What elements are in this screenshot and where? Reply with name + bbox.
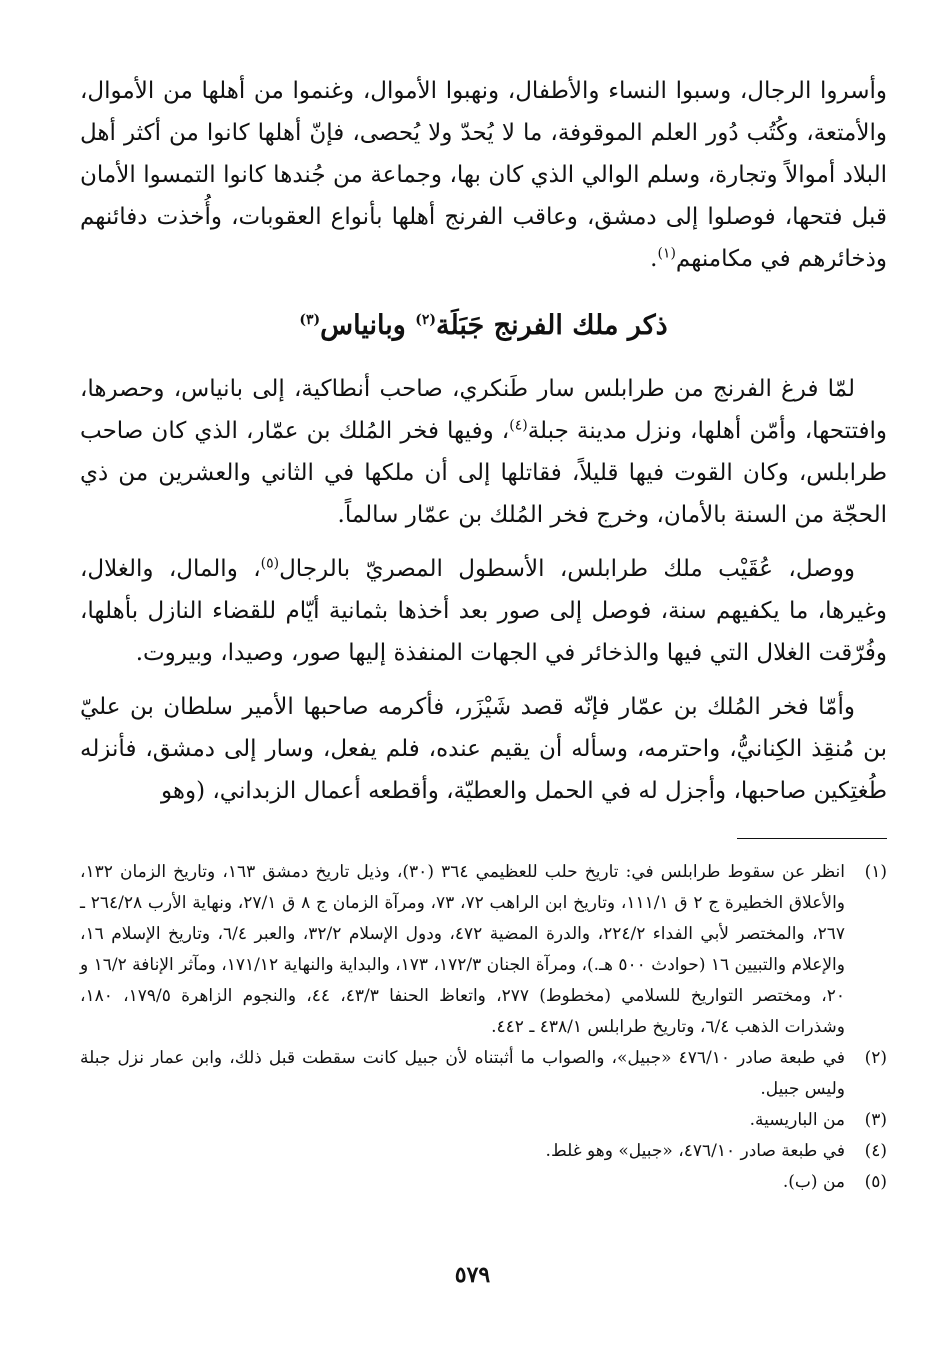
paragraph-3: ووصل، عُقَيْب ملك طرابلس، الأسطول المصريّ بالرجال$^{(٥)}$، والمال، والغلال، وغيرها، ما يكفيهم سنة، فوصل إلى صور بعد أخذها بثمانية أيّام للقضاء النازل بأهلها، وفُرّقت الغلال التي فيها والذخائر في الجهات المنفذة إليها صور، وصيدا، وبيروت.	[80, 555, 887, 666]
footnote-1	[80, 857, 887, 1043]
footnote-number: (١)	[864, 862, 887, 882]
footnote-ref-3[interactable]: (٣)	[299, 312, 321, 328]
footnote-text: من (ب).	[782, 1172, 845, 1192]
footnote-4	[80, 1136, 887, 1167]
paragraph-4: وأمّا فخر المُلك بن عمّار فإنّه قصد شَيْزَر، فأكرمه صاحبها الأمير سلطان بن عليّ بن مُنقِذ الكِنانيُّ، واحترمه، وسأله أن يقيم عنده، فلم يفعل، وسار إلى دمشق، فأنزله طُغتِكين صاحبها، وأجزل له في الحمل والعطيّة، وأقطعه أعمال الزبداني، (وهو	[80, 694, 888, 804]
footnote-number: (٤)	[864, 1141, 887, 1161]
paragraph-2: لمّا فرغ الفرنج من طرابلس سار طَنكري، صاحب أنطاكية، إلى بانياس، وحصرها، وافتتحها، وأمّن أهلها، ونزل مدينة جبلة$^{(٤)}$، وفيها فخر المُلك بن عمّار، الذي كان صاحب طرابلس، وكان القوت فيها قليلاً، فقاتلها إلى أن ملكها في الثاني والعشرين من ذي الحجّة من السنة بالأمان، وخرج فخر المُلك بن عمّار سالماً.	[80, 376, 887, 528]
footnote-text: انظر عن سقوط طرابلس في: تاريخ حلب للعظيمي ٣٦٤ (٣٠)، وذيل تاريخ دمشق ١٦٣، وتاريخ الزمان ١٣٢، والأعلاق الخطيرة ج ٢ ق ١١١/١، وتاريخ ابن الراهب ٧٢، ٧٣، ومرآة الزمان ج ٨ ق ٢٧/١، ونهاية الأرب ٢٦٤/٢٨ ـ ٢٦٧، والمختصر لأبي الفداء ٢٢٤/٢، والدرة المضية ٤٧٢، ودول الإسلام ٣٢/٢، والعبر ٦/٤، وتاريخ الإسلام ١٦، والإعلام والتبيين ١٦ (حوادث ٥٠٠ هـ.)، ومرآة الجنان ١٧٢/٣، ١٧٣، والبداية والنهاية ١٧١/١٢، ومآثر الإنافة ١٦/٢ و ٢٠، ومختصر التواريخ للسلامي (مخطوط) ٢٧٧، واتعاظ الحنفا ٤٣/٣، ٤٤، والنجوم الزاهرة ١٧٩/٥، ١٨٠، وشذرات الذهب ٦/٤، وتاريخ طرابلس ٤٣٨/١ ـ ٤٤٢.	[80, 862, 846, 1037]
footnote-divider	[80, 812, 887, 857]
footnote-5	[80, 1167, 887, 1198]
footnote-number: (٢)	[864, 1048, 887, 1068]
footnote-ref-5[interactable]: (٥)	[260, 555, 280, 572]
footnote-text: في طبعة صادر ٤٧٦/١٠، «جبيل» وهو غلط.	[545, 1141, 845, 1161]
footnote-ref-4[interactable]: (٤)	[509, 417, 528, 434]
footnote-2	[80, 1043, 887, 1105]
section-heading: ذكر ملك الفرنج جَبَلَة$^{(٢)}$ وبانياس$^{(٣)}$	[299, 310, 668, 341]
footnote-number: (٣)	[864, 1110, 887, 1130]
footnote-ref-2[interactable]: (٢)	[415, 312, 436, 328]
footnote-ref-1[interactable]: (١)	[657, 245, 676, 262]
footnote-text: في طبعة صادر ٤٧٦/١٠ «جبيل»، والصواب ما أثبتناه لأن جبيل كانت سقطت قبل ذلك، وابن عمار نزل جبلة وليس جبيل.	[80, 1048, 845, 1099]
footnote-text: من الباريسية.	[749, 1110, 845, 1130]
footnote-number: (٥)	[864, 1172, 887, 1192]
page-number: ٥٧٩	[454, 1262, 491, 1288]
paragraph-1: وأسروا الرجال، وسبوا النساء والأطفال، ونهبوا الأموال، وغنموا من أهلها من الأموال، والأمتعة، وكُتُب دُور العلم الموقوفة، ما لا يُحدّ ولا يُحصى، فإنّ أهلها كانوا من أكثر أهل البلاد أموالاً وتجارة، وسلم الوالي الذي كان بها، وجماعة من جُندها كانوا التمسوا الأمان قبل فتحها، فوصلوا إلى دمشق، وعاقب الفرنج أهلها بأنواع العقوبات، وأُخذت دفائنهم وذخائرهم في مكامنهم$^{(١)}$.	[80, 78, 887, 272]
footnote-3	[80, 1105, 887, 1136]
